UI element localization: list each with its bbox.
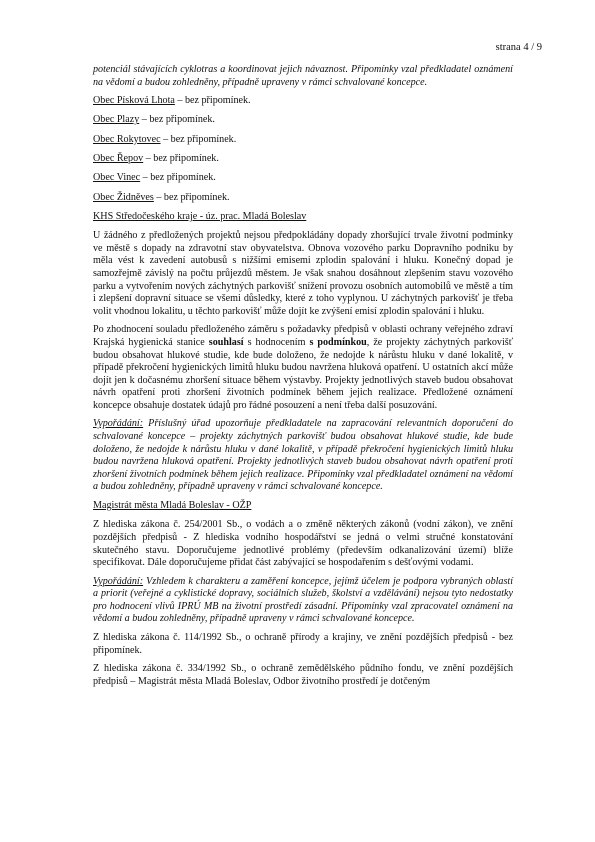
khs-p2-bold-condition: s podmínkou [309, 336, 367, 348]
municipality-note: – bez připomínek. [143, 153, 219, 165]
municipality-entry [93, 172, 513, 185]
khs-p2-text-a: Po zhodnocení souladu předloženého záměru s požadavky předpisů v oblasti ochrany veřejného zdraví Krajská hygienická stanice [93, 324, 513, 348]
khs-p2-bold-agree: souhlasí [208, 336, 244, 348]
ozp-heading: Magistrát města Mladá Boleslav - OŽP [93, 500, 252, 512]
municipality-name: Obec Rokytovec [93, 133, 161, 145]
intro-paragraph: potenciál stávajících cyklotras a koordinovat jejich návaznost. Připomínky vzal předkladatel oznámení na vědomí a budou zohledněny, případně upraveny v rámci schvalované koncepce. [93, 64, 513, 88]
municipality-name: Obec Řepov [93, 153, 144, 165]
municipality-entry [93, 114, 513, 127]
municipality-note: – bez připomínek. [139, 114, 215, 126]
khs-paragraph-1: U žádného z předložených projektů nejsou předpokládány dopady zhoršující trvale životní podmínky ve městě s dopady na zdravotní stav obyvatelstva. Obnova vozového parku Dopravního podniku by měla vést k zavedení autobusů s nižšími emisemi zplodin spalování i hluku. Konečný dopad je samozřejmě závislý na počtu průjezdů městem. Je však snahou dosáhnout zlepšením stavu vozového parku a vytvořením nových záchytných parkovišť snížení provozu osobních automobilů ve městě a tím i zlepšení dopravní situace se všemi důsledky, které z toho vyplynou. U záchytných parkovišť je třeba volit vhodnou lokalitu, u těchto parkovišť může dojít ke zvýšení emisí zplodin spalování i hluku. [93, 230, 513, 317]
ozp-response [93, 576, 513, 626]
ozp-paragraph-3: Z hlediska zákona č. 334/1992 Sb., o ochraně zemědělského půdního fondu, ve znění pozdějších předpisů – Magistrát města Mladá Boleslav, Odbor životního prostředí je dotčeným [93, 663, 513, 687]
municipality-entry [93, 153, 513, 166]
khs-heading: KHS Středočeského kraje - úz. prac. Mladá Boleslav [93, 210, 307, 222]
response-text: Příslušný úřad upozorňuje předkladatele na zapracování relevantních doporučení do schvalované koncepce – projekty záchytných parkovišť budou obsahovat hlukové studie, kde bude doloženo, že nedojde k nárůstu hluku v dané lokalitě, v případě překročení hygienických limitů hluku budou navržena hluková opatření. Projekty jednotlivých staveb budou obsahovat návrh opatření proti zhoršení životních podmínek během jejich realizace. Připomínky vzal předkladatel oznámení na vědomí a budou zohledněny, případně upraveny v rámci schvalované koncepce. [93, 418, 513, 493]
page-number: strana 4 / 9 [495, 42, 542, 53]
khs-p2-text-c: s hodnocením [243, 336, 310, 348]
khs-response [93, 418, 513, 494]
response-text: Vzhledem k charakteru a zaměření koncepce, jejímž účelem je podpora vybraných oblastí a priorit (veřejné a cyklistické dopravy, sociálních služeb, školství a vzdělávání) nejsou tyto nedostatky pro hodnocení vlivů IPRÚ MB na životní prostředí zásadní. Připomínky vzal zpracovatel oznámení na vědomí a budou zohledněny, případně upraveny v rámci schvalované koncepce. [93, 575, 513, 625]
municipality-entry [93, 95, 513, 108]
ozp-paragraph-1: Z hlediska zákona č. 254/2001 Sb., o vodách a o změně některých zákonů (vodní zákon), ve znění pozdějších předpisů - Z hlediska vodního hospodářství se jedná o velmi stručné konstatování skutečného stavu. Doporučujeme jednotlivé problémy (především odkanalizování území) blíže specifikovat. Dále doporučujeme přidat část zabývající se hospodařením s dešťovými vodami. [93, 519, 513, 569]
municipality-note: – bez připomínek. [160, 133, 237, 145]
municipality-note: – bez připomínek. [140, 172, 216, 184]
municipality-name: Obec Židněves [93, 191, 154, 203]
municipality-note: – bez připomínek. [153, 191, 230, 203]
response-label: Vypořádání: [93, 575, 144, 587]
municipality-name: Obec Vinec [93, 172, 141, 184]
khs-paragraph-2 [93, 324, 513, 412]
khs-p2-text-d: , že projekty záchytných parkovišť budou obsahovat hlukové studie, kde bude doloženo, že nedojde k nárůstu hluku v dané lokalitě, v případě překročení hygienických limitů hluku budou navržena hluková opatření. U ostatních akcí může dojít jen k dočasnému zhoršení situace během výstavby. Projekty jednotlivých staveb budou obsahovat návrh opatření proti zhoršení životních podmínek během jejich realizace. Předložené oznámení koncepce obsahuje dostatek údajů pro řádné posouzení a není třeba další posuzování. [93, 336, 514, 411]
municipality-name: Obec Písková Lhota [93, 95, 175, 107]
municipality-entry [93, 134, 513, 147]
municipality-entry [93, 192, 513, 205]
municipality-note: – bez připomínek. [174, 95, 251, 107]
ozp-paragraph-2: Z hlediska zákona č. 114/1992 Sb., o ochraně přírody a krajiny, ve znění pozdějších předpisů - bez připomínek. [93, 632, 513, 656]
municipality-name: Obec Plazy [93, 114, 140, 126]
document-body [93, 64, 513, 694]
response-label: Vypořádání: [93, 418, 144, 430]
